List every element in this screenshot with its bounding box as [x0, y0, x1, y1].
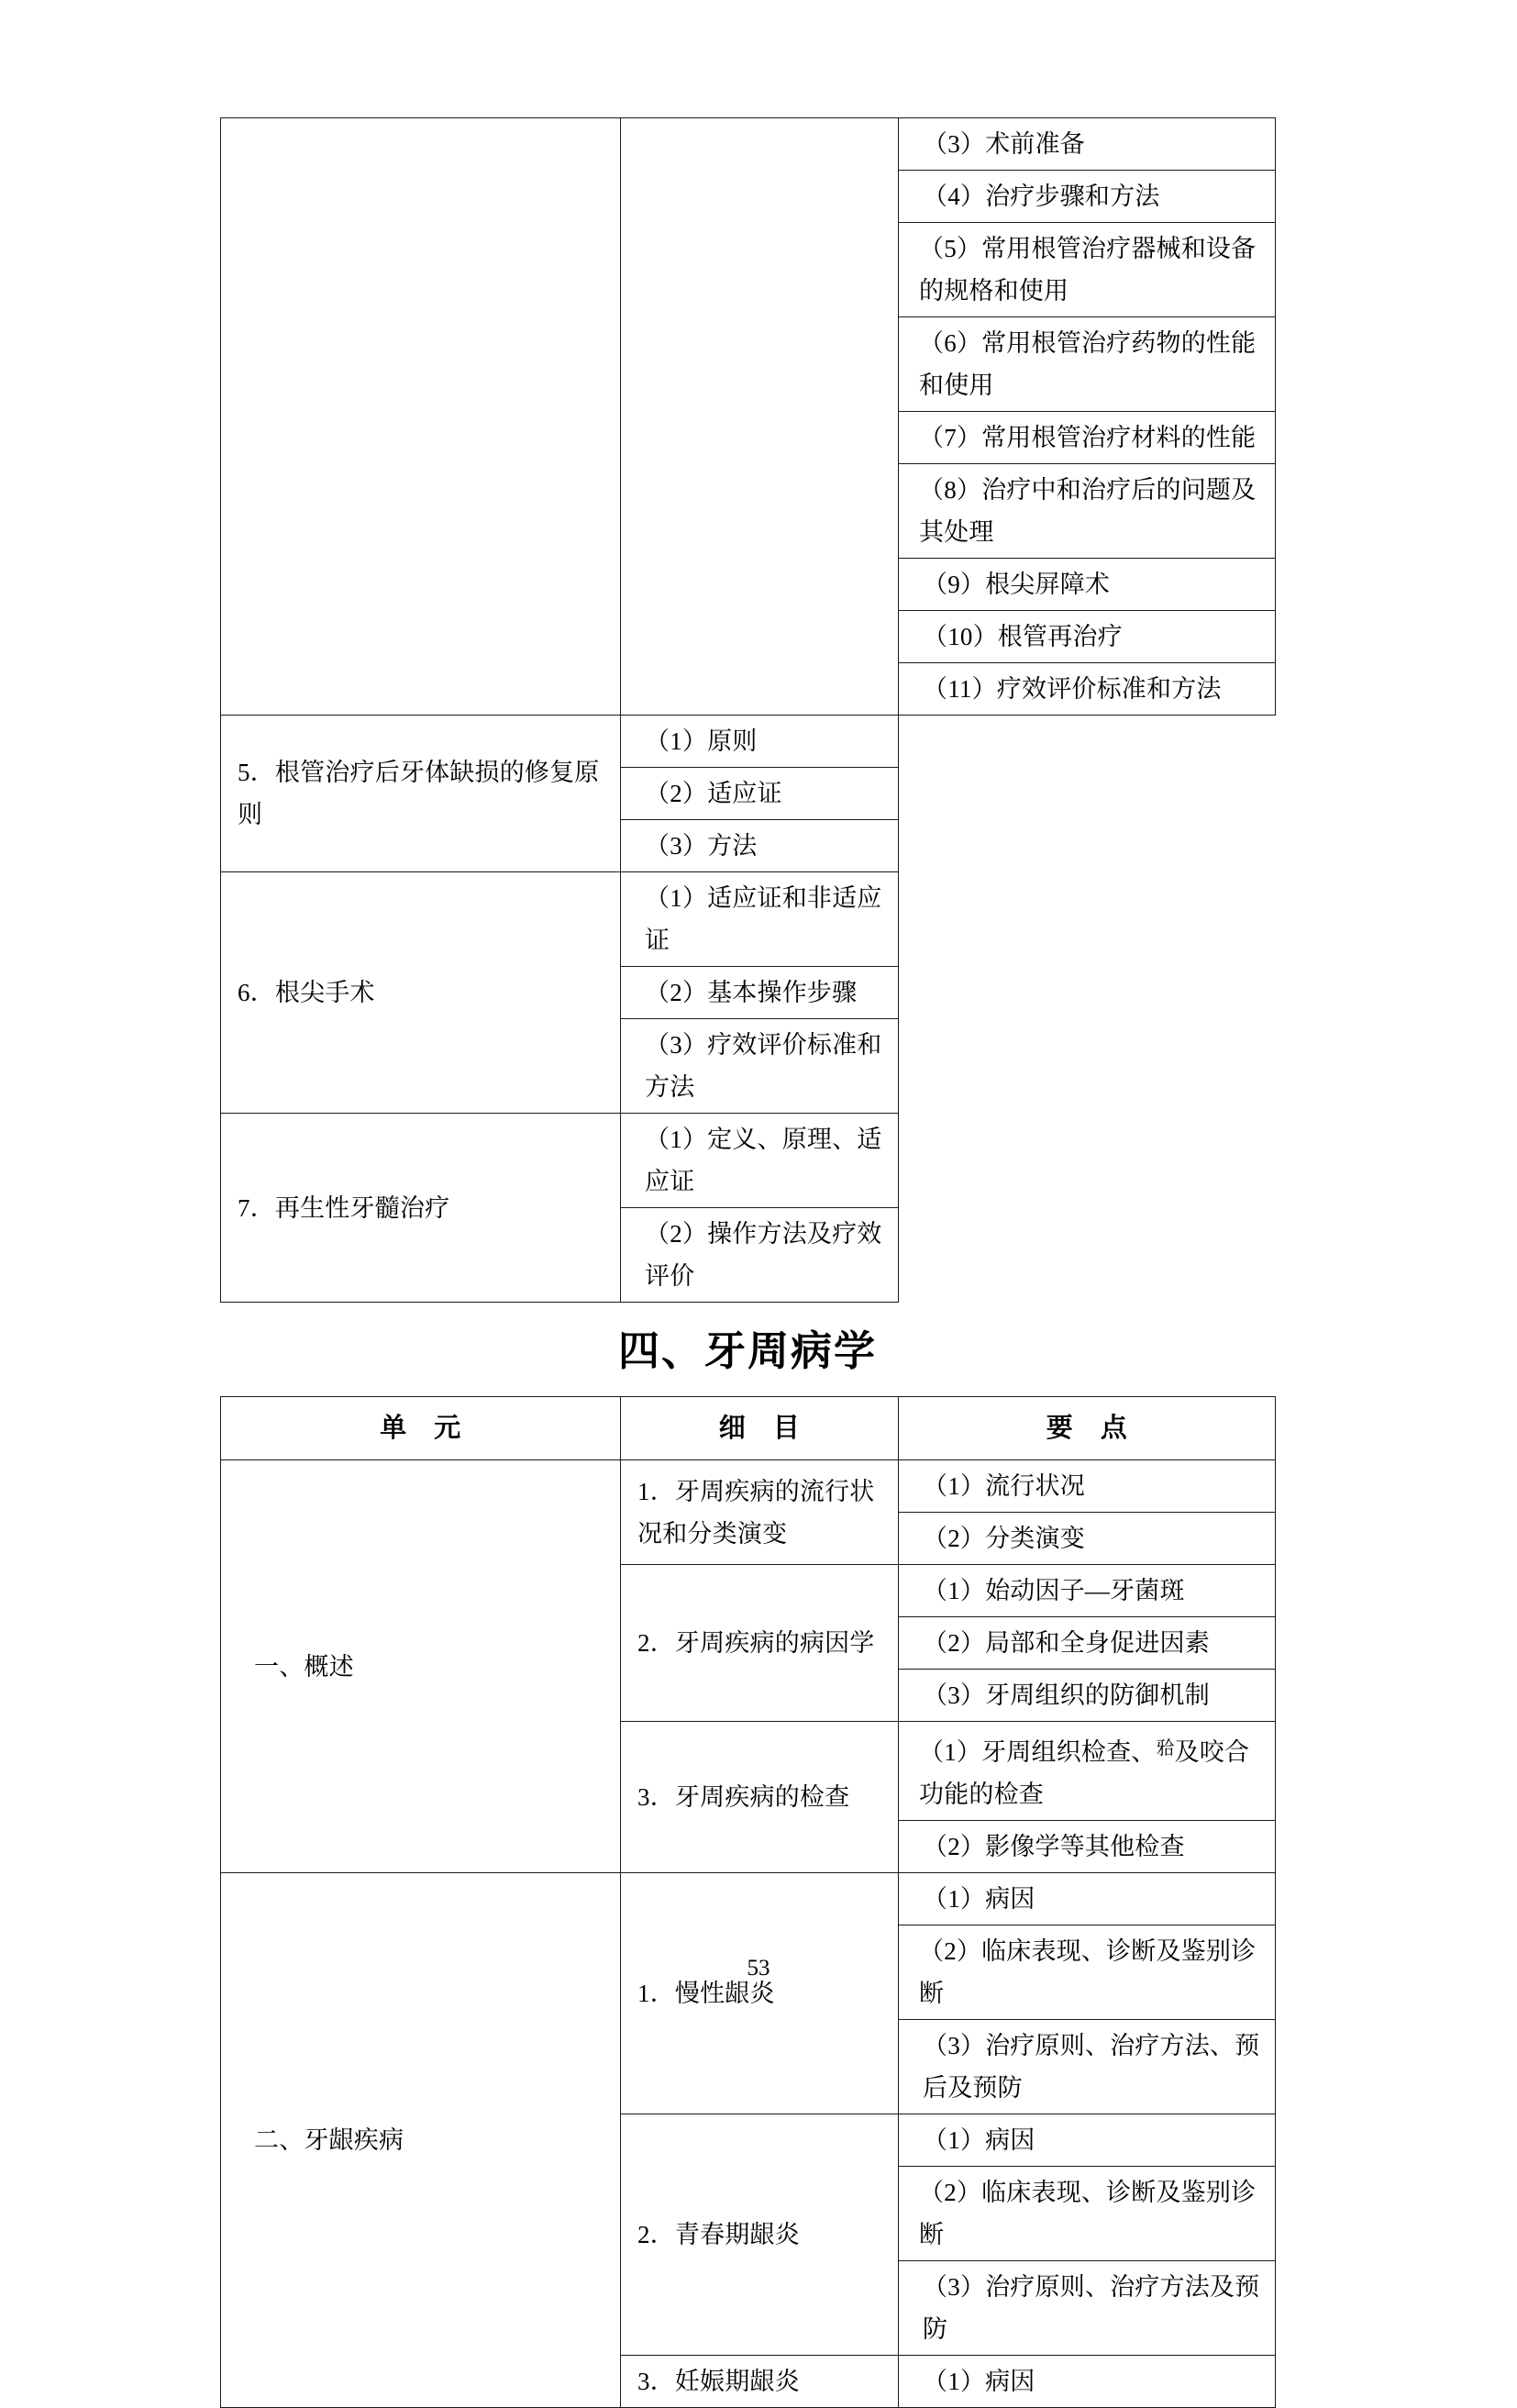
unit-cell-gingival-diseases: 二、牙龈疾病: [221, 1873, 621, 2408]
unit-cell-empty: [221, 118, 621, 716]
point-cell: （1）病因: [899, 2356, 1276, 2408]
point-cell: （2）影像学等其他检查: [899, 1821, 1276, 1873]
point-cell: （5）常用根管治疗器械和设备的规格和使用: [899, 223, 1276, 317]
point-cell: （2）适应证: [621, 768, 899, 820]
detail-cell: 6．根尖手术: [221, 872, 621, 1114]
point-text-part1: （1）牙周组织检查、: [919, 1738, 1157, 1766]
point-cell: （6）常用根管治疗药物的性能和使用: [899, 317, 1276, 412]
point-cell: （1）病因: [899, 1873, 1276, 1925]
point-cell: [899, 1722, 1276, 1821]
column-header-unit: 单 元: [221, 1397, 621, 1460]
point-cell: （8）治疗中和治疗后的问题及其处理: [899, 464, 1276, 559]
point-cell: （3）疗效评价标准和方法: [621, 1019, 899, 1114]
point-cell: （1）病因: [899, 2114, 1276, 2167]
point-occlusion: [899, 1722, 1275, 1820]
point-cell: （1）始动因子—牙菌斑: [899, 1565, 1276, 1617]
point-cell: （1）适应证和非适应证: [621, 872, 899, 967]
detail-cell: 3．牙周疾病的检查: [621, 1722, 899, 1873]
point-cell: （9）根尖屏障术: [899, 559, 1276, 611]
point-cell: （10）根管再治疗: [899, 611, 1276, 663]
point-cell: （11）疗效评价标准和方法: [899, 663, 1276, 716]
point-cell: （2）操作方法及疗效评价: [621, 1208, 899, 1303]
detail-cell: 1．牙周疾病的流行状况和分类演变: [621, 1460, 899, 1565]
point-cell: （4）治疗步骤和方法: [899, 171, 1276, 223]
point-cell: （1）定义、原理、适应证: [621, 1114, 899, 1208]
unit-cell-overview: 一、概述: [221, 1460, 621, 1873]
point-cell: （3）术前准备: [899, 118, 1276, 171]
column-header-detail: 细 目: [621, 1397, 899, 1460]
table-row: [221, 1460, 1276, 1513]
detail-cell: 3．妊娠期龈炎: [621, 2356, 899, 2408]
detail-cell: 5．根管治疗后牙体缺损的修复原则: [221, 716, 621, 872]
detail-cell: 2．牙周疾病的病因学: [621, 1565, 899, 1722]
syllabus-table-periodontology: [220, 1396, 1276, 2408]
detail-cell: 7．再生性牙髓治疗: [221, 1114, 621, 1303]
syllabus-table-continued: [220, 117, 1276, 1303]
point-cell: （2）分类演变: [899, 1513, 1276, 1565]
table-row: [221, 1873, 1276, 1925]
point-cell: （2）临床表现、诊断及鉴别诊断: [899, 1925, 1276, 2020]
detail-cell: 1．慢性龈炎: [621, 1873, 899, 2114]
detail-cell: 2．青春期龈炎: [621, 2114, 899, 2356]
point-cell: （2）局部和全身促进因素: [899, 1617, 1276, 1670]
point-cell: （3）治疗原则、治疗方法及预防: [899, 2261, 1276, 2356]
point-cell: （3）方法: [621, 820, 899, 872]
table-header-row: [221, 1397, 1276, 1460]
point-cell: （1）原则: [621, 716, 899, 768]
point-cell: （1）流行状况: [899, 1460, 1276, 1513]
table-row: [221, 716, 1276, 768]
table-row: [221, 1114, 1276, 1208]
point-cell: （7）常用根管治疗材料的性能: [899, 412, 1276, 464]
table-row: [221, 872, 1276, 967]
page-content: [220, 117, 1275, 2408]
section-title: 四、牙周病学: [617, 1326, 877, 1375]
occlusion-glyph: 𬌗: [1156, 1737, 1175, 1759]
point-cell: （2）临床表现、诊断及鉴别诊断: [899, 2167, 1276, 2261]
point-cell: （3）治疗原则、治疗方法、预后及预防: [899, 2020, 1276, 2114]
column-header-point: 要 点: [899, 1397, 1276, 1460]
point-cell: （3）牙周组织的防御机制: [899, 1670, 1276, 1722]
point-cell: （2）基本操作步骤: [621, 967, 899, 1019]
table-row: [221, 118, 1276, 171]
page-number: 53: [747, 1956, 770, 1981]
detail-cell-empty: [621, 118, 899, 716]
point-text-part2: 及咬合功能的检查: [919, 1738, 1250, 1808]
